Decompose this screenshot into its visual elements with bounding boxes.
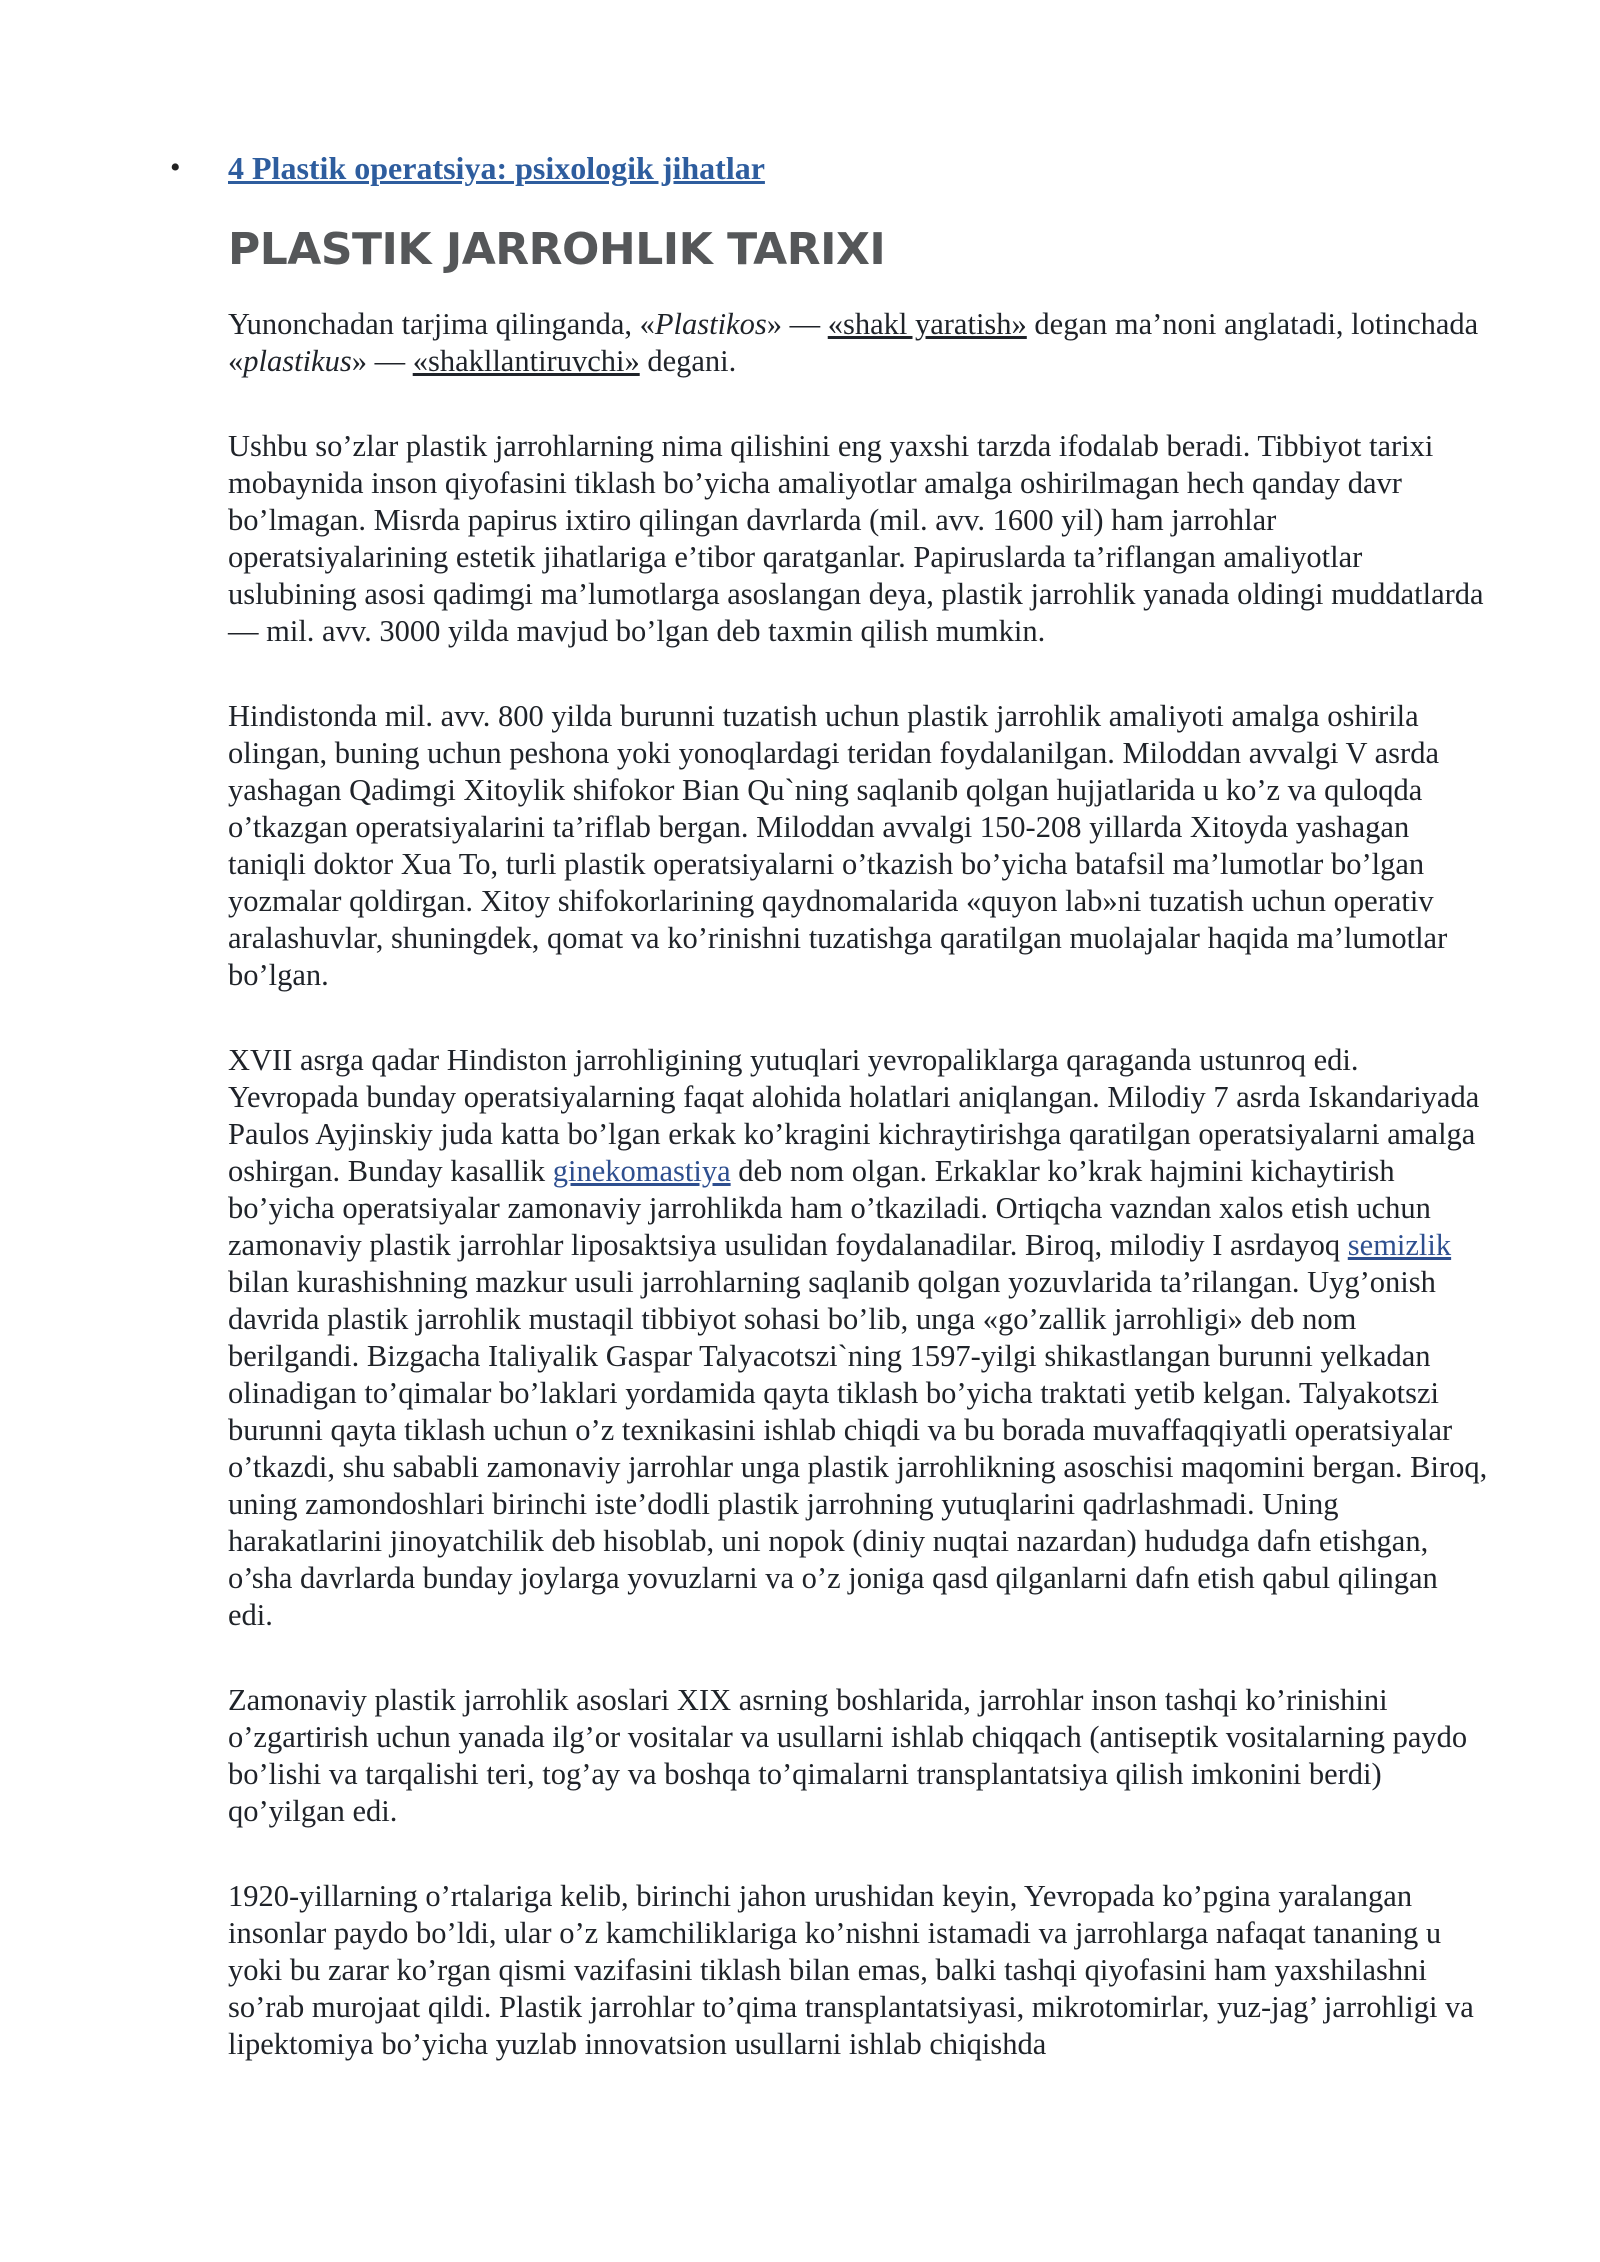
paragraph-modern-foundations: Zamonaviy plastik jarrohlik asoslari XIX asrning boshlarida, jarrohlar inson tashqi ko’rinishini o’zgartirish uchun yanada ilg’or vositalar va usullarni ishlab chiqqach (antiseptik vositalarning paydo bo’lishi va tarqalishi teri, tog’ay va boshqa to’qimalarni transplantatsiya qilish imkonini berdi) qo’yilgan edi. [228, 1683, 1468, 1828]
paragraph-ancient-egypt: Ushbu so’zlar plastik jarrohlarning nima qilishini eng yaxshi tarzda ifodalab beradi. Tibbiyot tarixi mobaynida inson qiyofasini tiklash bo’yicha amaliyotlar amalga oshirilmagan hech qanday davr bo’lmagan. Misrda papirus ixtiro qilingan davrlarda (mil. avv. 1600 yil) ham jarrohlar operatsiyalarining estetik jihatlariga e’tibor qaratganlar. Papiruslarda ta’riflangan amaliyotlar uslubining asosi qadimgi ma’lumotlarga asoslangan deya, plastik jarrohlik yanada oldingi muddatlarda — mil. avv. 3000 yilda mavjud bo’lgan deb taxmin qilish mumkin. [228, 429, 1484, 648]
toc-link-psychological-aspects[interactable]: 4 Plastik operatsiya: psixologik jihatlar [228, 150, 765, 186]
article-body [228, 220, 1488, 2111]
link-semizlik[interactable]: semizlik [1347, 1228, 1452, 1262]
paragraph-india-china: Hindistonda mil. avv. 800 yilda burunni tuzatish uchun plastik jarrohlik amaliyoti amalga oshirila olingan, buning uchun peshona yoki yonoqlardagi teridan foydalanilgan. Miloddan avvalgi V asrda yashagan Qadimgi Xitoylik shifokor Bian Qu`ning saqlanib qolgan hujjatlarida u ko’z va quloqda o’tkazgan operatsiyalarini ta’riflab bergan. Miloddan avvalgi 150-208 yillarda Xitoyda yashagan taniqli doktor Xua To, turli plastik operatsiyalarni o’tkazish bo’yicha batafsil ma’lumotlar bo’lgan yozmalar qoldirgan. Xitoy shifokorlarining qaydnomalarida «quyon lab»ni tuzatish uchun operativ aralashuvlar, shuningdek, qomat va ko’rinishni tuzatishga qaratilgan muolajalar haqida ma’lumotlar bo’lgan. [228, 699, 1448, 992]
text-run: degani. [639, 344, 737, 378]
bullet-icon: • [170, 151, 181, 184]
term-shakl-yaratish: «shakl yaratish» [827, 307, 1027, 341]
paragraph-europe [228, 1042, 1488, 1634]
article-title: PLASTIK JARROHLIK TARIXI [228, 224, 886, 275]
link-ginekomastiya[interactable]: ginekomastiya [552, 1154, 731, 1188]
term-plastikos: Plastikos [654, 307, 767, 341]
term-shakllantiruvchi: «shakllantiruvchi» [412, 344, 640, 378]
text-run: » — [766, 307, 828, 341]
text-run: bilan kurashishning mazkur usuli jarrohlarning saqlanib qolgan yozuvlarida ta’rilangan. Uyg’onish davrida plastik jarrohlik mustaqil tibbiyot sohasi bo’lib, unga «go’zallik jarrohligi» deb nom berilgandi. Bizgacha Italiyalik Gaspar Talyacotszi`ning 1597-yilgi shikastlangan burunni yelkadan olinadigan to’qimalar bo’laklari yordamida qayta tiklash bo’yicha traktati yetib kelgan. Talyakotszi burunni qayta tiklash uchun o’z texnikasini ishlab chiqdi va bu borada muvaffaqqiyatli operatsiyalar o’tkazdi, shu sababli zamonaviy jarrohlar unga plastik jarrohlikning asoschisi maqomini bergan. Biroq, uning zamondoshlari birinchi iste’dodli plastik jarrohning yutuqlarini qadrlashmadi. Uning harakatlarini jinoyatchilik deb hisoblab, uni nopok (diniy nuqtai nazardan) hududga dafn etishgan, o’sha davrlarda bunday joylarga yovuzlarni va o’z joniga qasd qilganlarni dafn etish qabul qilingan edi. [228, 1265, 1488, 1632]
text-run: XVII asrga qadar Hindiston jarrohligining yutuqlari yevropaliklarga qaraganda ustunroq edi. Yevropada bunday operatsiyalarning faqat alohida holatlari aniqlangan. Milodiy 7 asrda Iskandariyada Paulos Ayjinskiy juda katta bo’lgan erkak ko’kragini kichraytirishga qaratilgan operatsiyalarni amalga oshirgan. Bunday kasallik [228, 1043, 1480, 1188]
text-run: » — [351, 344, 413, 378]
text-run: degan ma’noni anglatadi, lotinchada « [228, 307, 1479, 378]
term-plastikus: plastikus [243, 344, 352, 378]
paragraph-etymology [228, 306, 1488, 380]
text-run: Yunonchadan tarjima qilinganda, « [228, 307, 655, 341]
paragraph-1920s: 1920-yillarning o’rtalariga kelib, birinchi jahon urushidan keyin, Yevropada ko’pgina yaralangan insonlar paydo bo’ldi, ular o’z kamchiliklariga ko’nishni istamadi va jarrohlarga nafaqat tananing u yoki bu zarar ko’rgan qismi vazifasini tiklash bilan emas, balki tashqi qiyofasini ham yaxshilashni so’rab murojaat qildi. Plastik jarrohlar to’qima transplantatsiyasi, mikrotomirlar, yuz-jag’ jarrohligi va lipektomiya bo’yicha yuzlab innovatsion usullarni ishlab chiqishda [228, 1879, 1474, 2061]
text-run: deb nom olgan. Erkaklar ko’krak hajmini kichaytirish bo’yicha operatsiyalar zamonaviy jarrohlikda ham o’tkaziladi. Ortiqcha vazndan xalos etish uchun zamonaviy plastik jarrohlar liposaktsiya usulidan foydalanadilar. Biroq, milodiy I asrdayoq [228, 1154, 1431, 1262]
